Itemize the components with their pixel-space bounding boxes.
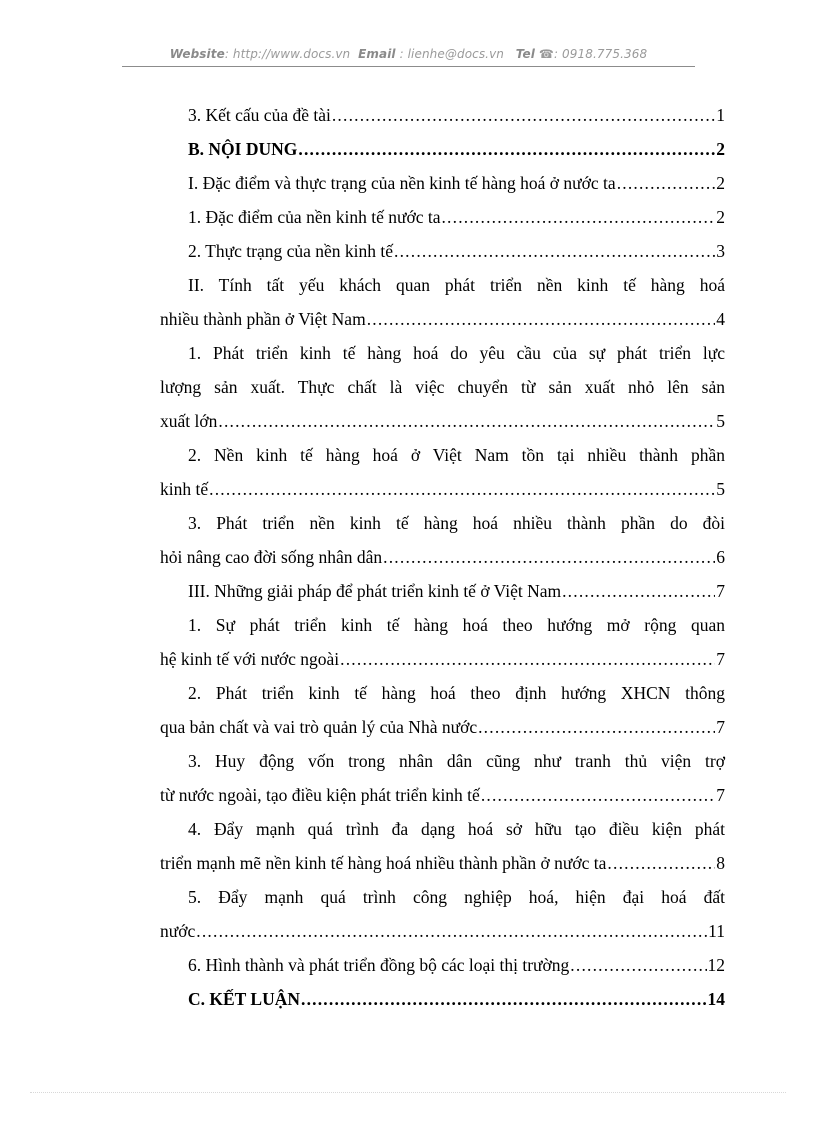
toc-entry-title: từ nước ngoài, tạo điều kiện phát triển kinh tế xyxy=(160,785,480,805)
page-header xyxy=(122,47,695,61)
toc-entry xyxy=(160,880,725,948)
toc-entry xyxy=(160,166,725,200)
toc-entry xyxy=(160,234,725,268)
tel-value: : 0918.775.368 xyxy=(553,47,648,61)
toc-entry-final-line xyxy=(160,982,725,1016)
email-label: Email xyxy=(358,47,396,61)
toc-entry-title: hỏi nâng cao đời sống nhân dân xyxy=(160,547,383,567)
toc-page-number: 8 xyxy=(716,853,725,873)
toc-entry xyxy=(160,336,725,438)
phone-icon: ☎ xyxy=(538,47,554,61)
toc-page-number: 2 xyxy=(716,173,725,193)
toc-page-number: 4 xyxy=(716,309,725,329)
dot-leader xyxy=(383,540,715,574)
dot-leader xyxy=(562,574,715,608)
toc-entry-title: qua bản chất và vai trò quản lý của Nhà nước xyxy=(160,717,478,737)
toc-entry-line: 1. Sự phát triển kinh tế hàng hoá theo hướng mở rộng quan xyxy=(188,615,725,635)
toc-entry-final-line xyxy=(160,710,725,744)
toc-page-number: 7 xyxy=(716,581,725,601)
toc-page-number: 7 xyxy=(716,717,725,737)
toc-entry xyxy=(160,676,725,744)
footer-divider xyxy=(30,1092,786,1093)
dot-leader xyxy=(478,710,715,744)
dot-leader xyxy=(298,132,715,166)
toc-entry-title: triển mạnh mẽ nền kinh tế hàng hoá nhiều thành phần ở nước ta xyxy=(160,853,607,873)
toc-entry-title: 3. Kết cấu của đề tài xyxy=(188,105,331,125)
toc-entry-final-line xyxy=(160,642,725,676)
tel-label: Tel xyxy=(515,47,535,61)
toc-entry-line: 3. Phát triển nền kinh tế hàng hoá nhiều thành phần do đòi xyxy=(188,513,725,533)
toc-entry-final-line xyxy=(160,540,725,574)
toc-entry-title: kinh tế xyxy=(160,479,209,499)
toc-entry-final-line xyxy=(160,234,725,268)
toc-entry xyxy=(160,200,725,234)
toc-entry-title: nhiều thành phần ở Việt Nam xyxy=(160,309,366,329)
toc-entry-title: xuất lớn xyxy=(160,411,218,431)
toc-entry xyxy=(160,438,725,506)
toc-entry-title: nước xyxy=(160,921,196,941)
toc-entry-final-line xyxy=(160,404,725,438)
dot-leader xyxy=(570,948,706,982)
dot-leader xyxy=(340,642,715,676)
toc-entry xyxy=(160,268,725,336)
table-of-contents xyxy=(160,98,725,1016)
toc-entry-final-line xyxy=(160,846,725,880)
dot-leader xyxy=(617,166,716,200)
toc-page-number: 5 xyxy=(716,479,725,499)
toc-entry-title: 1. Đặc điểm của nền kinh tế nước ta xyxy=(188,207,441,227)
toc-entry-line: 3. Huy động vốn trong nhân dân cũng như tranh thủ viện trợ xyxy=(188,751,725,771)
toc-page-number: 3 xyxy=(716,241,725,261)
toc-entry-title: hệ kinh tế với nước ngoài xyxy=(160,649,340,669)
toc-entry xyxy=(160,948,725,982)
toc-page-number: 7 xyxy=(716,649,725,669)
website-label: Website xyxy=(169,47,225,61)
toc-entry-line: lượng sản xuất. Thực chất là việc chuyển từ sản xuất nhỏ lên sản xyxy=(160,377,725,397)
toc-entry-title: 2. Thực trạng của nền kinh tế xyxy=(188,241,394,261)
toc-entry-title: C. KẾT LUẬN xyxy=(188,989,300,1009)
toc-entry-line: 2. Phát triển kinh tế hàng hoá theo định hướng XHCN thông xyxy=(188,683,725,703)
toc-entry xyxy=(160,982,725,1016)
toc-entry-title: III. Những giải pháp để phát triển kinh tế ở Việt Nam xyxy=(188,581,562,601)
website-value: : http://www.docs.vn xyxy=(224,47,351,61)
toc-entry-line: 1. Phát triển kinh tế hàng hoá do yêu cầu của sự phát triển lực xyxy=(188,343,725,363)
toc-entry-title: I. Đặc điểm và thực trạng của nền kinh tế hàng hoá ở nước ta xyxy=(188,173,616,193)
toc-entry-line: 5. Đẩy mạnh quá trình công nghiệp hoá, hiện đại hoá đất xyxy=(188,887,725,907)
toc-entry-final-line xyxy=(160,472,725,506)
toc-entry-final-line xyxy=(160,914,725,948)
toc-entry-final-line xyxy=(160,948,725,982)
toc-entry xyxy=(160,132,725,166)
toc-entry-final-line xyxy=(160,302,725,336)
toc-entry-final-line xyxy=(160,200,725,234)
toc-page-number: 14 xyxy=(707,989,725,1009)
toc-entry-final-line xyxy=(160,98,725,132)
dot-leader xyxy=(218,404,715,438)
email-value: : lienhe@docs.vn xyxy=(395,47,505,61)
dot-leader xyxy=(301,982,707,1016)
toc-entry-final-line xyxy=(160,132,725,166)
dot-leader xyxy=(196,914,707,948)
toc-page-number: 7 xyxy=(716,785,725,805)
toc-entry-line: II. Tính tất yếu khách quan phát triển nền kinh tế hàng hoá xyxy=(188,275,725,295)
toc-entry xyxy=(160,744,725,812)
dot-leader xyxy=(481,778,715,812)
toc-entry xyxy=(160,608,725,676)
dot-leader xyxy=(394,234,715,268)
dot-leader xyxy=(332,98,715,132)
dot-leader xyxy=(607,846,715,880)
toc-entry-title: B. NỘI DUNG xyxy=(188,139,298,159)
toc-entry xyxy=(160,574,725,608)
toc-entry-final-line xyxy=(160,574,725,608)
toc-page-number: 1 xyxy=(716,105,725,125)
toc-page-number: 12 xyxy=(707,955,725,975)
toc-page-number: 5 xyxy=(716,411,725,431)
toc-page-number: 2 xyxy=(716,139,725,159)
toc-entry-line: 2. Nền kinh tế hàng hoá ở Việt Nam tồn tại nhiều thành phần xyxy=(188,445,725,465)
header-divider xyxy=(122,66,695,67)
toc-page-number: 6 xyxy=(716,547,725,567)
dot-leader xyxy=(367,302,716,336)
toc-entry xyxy=(160,506,725,574)
dot-leader xyxy=(209,472,715,506)
toc-entry xyxy=(160,812,725,880)
toc-entry-final-line xyxy=(160,778,725,812)
toc-page-number: 11 xyxy=(708,921,725,941)
toc-entry xyxy=(160,98,725,132)
toc-entry-final-line xyxy=(160,166,725,200)
dot-leader xyxy=(441,200,715,234)
toc-entry-title: 6. Hình thành và phát triển đồng bộ các loại thị trường xyxy=(188,955,570,975)
toc-page-number: 2 xyxy=(716,207,725,227)
toc-entry-line: 4. Đẩy mạnh quá trình đa dạng hoá sở hữu tạo điều kiện phát xyxy=(188,819,725,839)
